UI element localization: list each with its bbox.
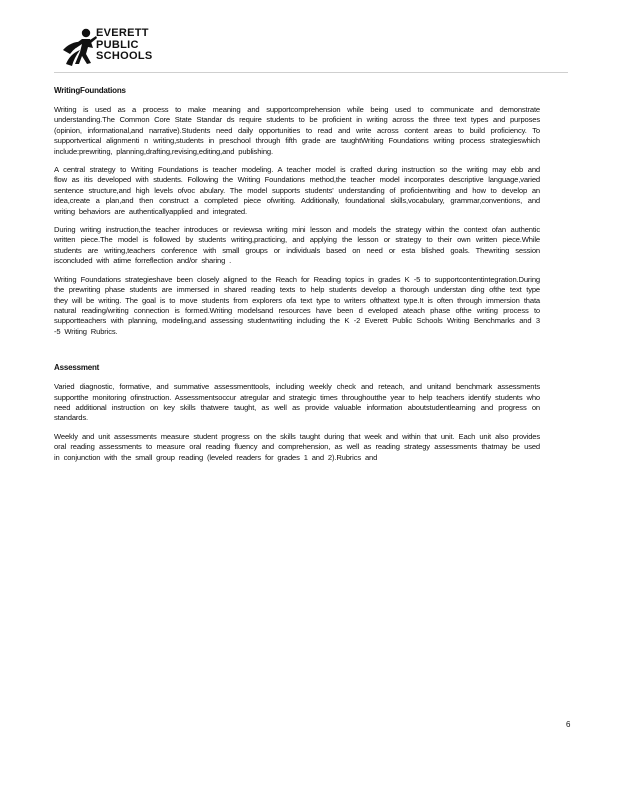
paragraph: Varied diagnostic, formative, and summative assessmenttools, including weekly check and reteach, and unitand benchmark assessments supportthe monitoring ofinstruction. Assessmentsoccur atregular and strategic times throughoutthe year to help teachers identify students who need additional instruction on key skills thatwere taught, as well as provide valuable information aboutstudentlearning and progress on standards. [54,382,540,423]
paragraph: During writing instruction,the teacher introduces or reviewsa writing mini lesson and models the strategy within the context ofan authentic written piece.The model is followed by students writing,practicing, and applying the lesson or strategy to their own written piece.While students are writing,teachers conference with small groups or individuals based on need or esta blished goals. Thewriting session isconcluded with atime forreflection and/or sharing . [54,225,540,266]
header-divider [54,72,568,73]
section-heading-assessment: Assessment [54,363,100,373]
document-body [54,86,540,471]
paragraph: Weekly and unit assessments measure student progress on the skills taught during that week and within that unit. Each unit also provides oral reading assessments to measure oral reading fluency and comprehension, as well as reading strategy assessments thatmay be used in conjunction with the small group reading (leveled readers for grades 1 and 2).Rubrics and [54,431,540,462]
paragraph: Writing is used as a process to make meaning and supportcomprehension while being used to communicate and demonstrate understanding.The Common Core State Standar ds require students to be proficient in writing across the three text types and purposes (opinion, informational,and narrative).Students need daily opportunities to read and write across content areas to build proficiency. To supportvertical alignmenti n writing,students in preschool through fifth grade are taughtWriting Foundations writing process strategieswhich include:prewriting, planning,drafting,revising,editing,and publishing. [54,105,540,156]
logo-text [96,28,153,63]
paragraph: Writing Foundations strategieshave been closely aligned to the Reach for Reading topics in grades K -5 to supportcontentintegration.During the prewriting phase students are immersed in shared reading texts to help students develop a thorough understan ding ofthe text type they will be writing. The goal is to move students from explorers ofa text type to writers ofthattext type.It is often through immersion thata natural reading/writing connection is formed.Writing modelsand resources have been d eveloped ateach phase ofthe writing process to supportteachers with planning, modeling,and assessing studentwriting including the K -2 Everett Public Schools Writing Benchmarks and 3 -5 Writing Rubrics. [54,274,540,336]
section-heading-writing-foundations: WritingFoundations [54,86,126,95]
logo-line-1: EVERETT [96,27,149,39]
page-number: 6 [566,720,571,729]
logo-line-2: PUBLIC [96,38,139,51]
logo-line-3: SCHOOLS [96,50,153,62]
district-logo [60,24,180,72]
paragraph: A central strategy to Writing Foundations is teacher modeling. A teacher model is crafted during instruction so the writing may ebb and flow as itis developed with students. Following the Writing Foundations method,the teacher model incorporates descriptive language,varied sentence structure,and high levels ofvoc abulary. The model supports students' understanding of proficientwriting and how to develop an idea,create a plan,and then construct a completed piece ofwriting. Additionally, foundational skills,vocabulary, grammar,conventions, and writing behaviors are authenticallyapplied and integrated. [54,165,540,216]
runner-icon [60,24,100,70]
